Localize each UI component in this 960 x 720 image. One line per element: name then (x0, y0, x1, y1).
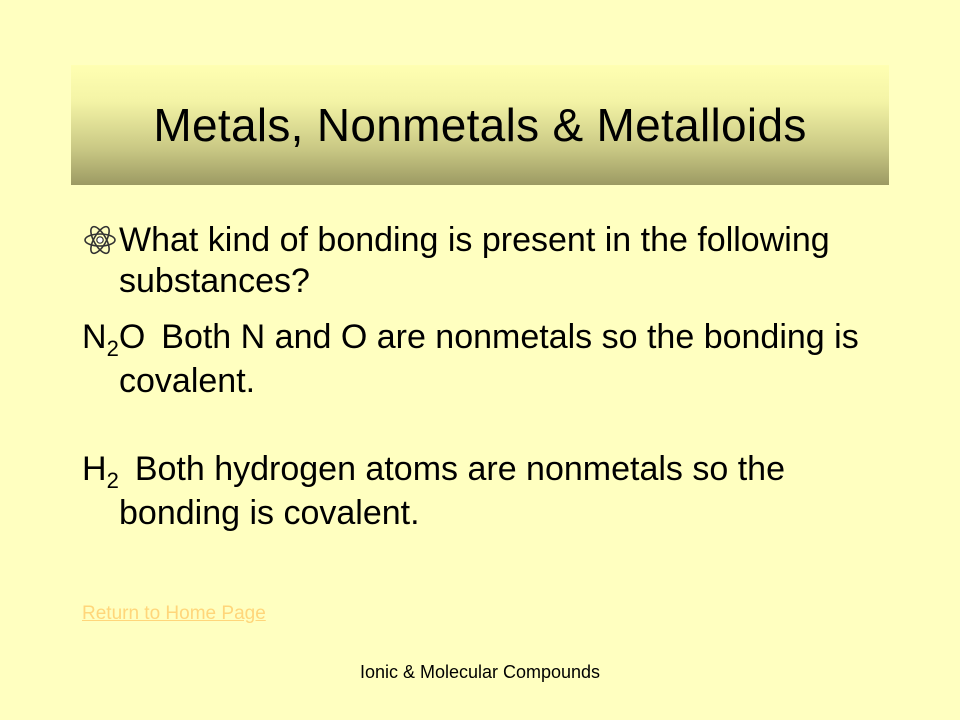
formula-n2o: $N_2O$ (82, 318, 146, 361)
formula-h2: $H_2$ (82, 450, 119, 493)
title-bar (71, 65, 889, 185)
question-text: What kind of bonding is present in the following substances? (119, 221, 830, 300)
return-home-link[interactable]: Return to Home Page (82, 603, 266, 624)
question-bullet (82, 220, 882, 302)
answer-explanation: Both hydrogen atoms are nonmetals so the bonding is covalent. (119, 450, 785, 532)
slide-footer: Ionic & Molecular Compounds (359, 662, 601, 682)
answer-h2 (82, 449, 892, 534)
atom-icon (82, 222, 118, 258)
answer-n2o (82, 317, 892, 402)
answer-explanation: Both N and O are nonmetals so the bonding is covalent. (119, 318, 859, 400)
slide-title: Metals, Nonmetals & Metalloids (153, 99, 807, 151)
